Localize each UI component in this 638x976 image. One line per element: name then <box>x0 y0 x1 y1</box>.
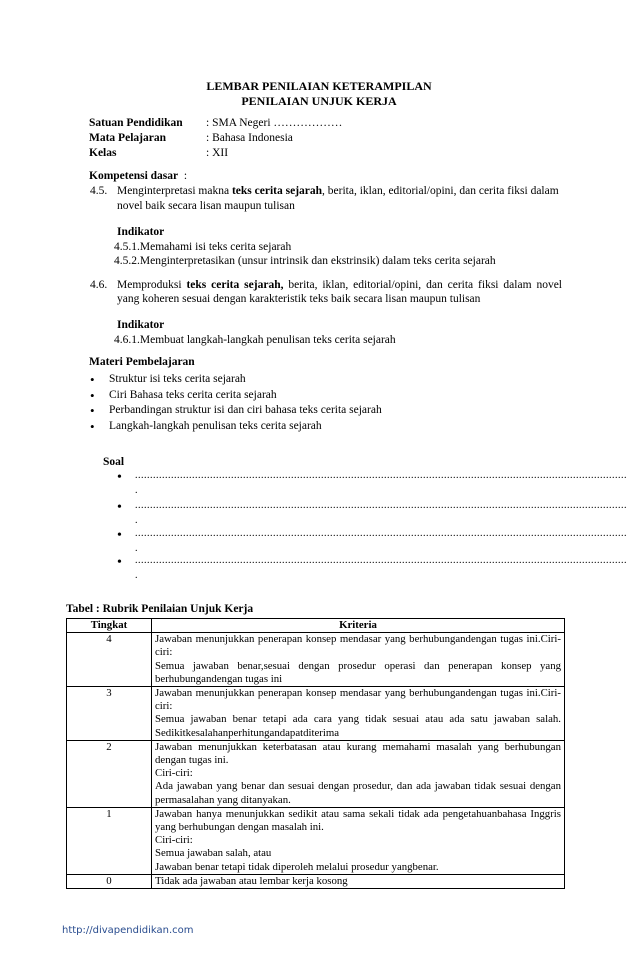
info-row-mapel <box>89 132 559 146</box>
indikator-4-5 <box>114 225 496 269</box>
col-tingkat: Tingkat <box>67 619 152 633</box>
kd-4-6: 4.6. Memproduksi teks cerita sejarah, berita, iklan, editorial/opini, dan cerita fiksi dalam novel <box>90 279 562 291</box>
kriteria-cell <box>152 807 565 874</box>
rubrik-table <box>66 618 565 889</box>
table-row <box>67 874 565 888</box>
tingkat-cell: 2 <box>67 740 152 807</box>
kriteria-line: Jawaban menunjukkan penerapan konsep mendasar yang berhubungandengan tugas ini.Ciri-ciri: <box>155 633 561 659</box>
table-row <box>67 740 565 807</box>
info-row-kelas <box>89 147 559 161</box>
table-row <box>67 687 565 741</box>
tingkat-cell: 4 <box>67 633 152 687</box>
kd-4-6-line2: yang koheren sesuai dengan karakteristik teks baik secara lisan maupun tulisan <box>117 293 481 305</box>
materi-list <box>88 372 558 434</box>
col-kriteria: Kriteria <box>152 619 565 633</box>
indikator-heading: Indikator <box>117 319 165 331</box>
page-title: LEMBAR PENILAIAN KETERAMPILAN <box>206 79 432 93</box>
materi-heading: Materi Pembelajaran <box>89 356 195 368</box>
tingkat-cell: 0 <box>67 874 152 888</box>
info-value: : Bahasa Indonesia <box>206 132 293 144</box>
tingkat-cell: 1 <box>67 807 152 874</box>
kriteria-line: Jawaban menunjukkan penerapan konsep mendasar yang berhubungandengan tugas ini.Ciri-ciri: <box>155 687 561 713</box>
info-row-satuan <box>89 117 559 131</box>
list-item: • Struktur isi teks cerita sejarah <box>88 372 558 388</box>
kriteria-line: Ciri-ciri: <box>155 767 193 780</box>
indikator-item: 4.6.1.Membuat langkah-langkah penulisan teks cerita sejarah <box>114 333 396 346</box>
footer-url: http://divapendidikan.com <box>62 925 194 936</box>
soal-item: • .................................................................................................................................................................... . <box>117 555 627 581</box>
kriteria-line: Tidak ada jawaban atau lembar kerja kosong <box>155 874 348 887</box>
kriteria-cell <box>152 633 565 687</box>
indikator-4-6 <box>114 318 396 347</box>
soal-item: • .................................................................................................................................................................... . <box>117 470 627 496</box>
kriteria-line: Jawaban menunjukkan keterbatasan atau kurang memahami masalah yang berhubungan dengan tugas ini. <box>155 740 561 767</box>
kriteria-cell <box>152 874 565 888</box>
kriteria-cell <box>152 687 565 741</box>
list-item: • Perbandingan struktur isi dan ciri bahasa teks cerita sejarah <box>88 403 558 419</box>
kriteria-line: Jawaban benar tetapi tidak diperoleh melalui prosedur yangbenar. <box>155 860 439 873</box>
indikator-heading: Indikator <box>117 226 165 238</box>
table-row <box>67 807 565 874</box>
tingkat-cell: 3 <box>67 687 152 741</box>
kriteria-line: Semua jawaban salah, atau <box>155 847 272 860</box>
rubrik-caption: Tabel : Rubrik Penilaian Unjuk Kerja <box>66 603 254 615</box>
table-row <box>67 633 565 687</box>
kriteria-line: Ada jawaban yang benar dan sesuai dengan prosedur, dan ada jawaban tidak sesuai dengan permasalahan yang ditanyakan. <box>155 780 561 806</box>
indikator-item: 4.5.2.Menginterpretasikan (unsur intrinsik dan ekstrinsik) dalam teks cerita sejarah <box>114 255 496 268</box>
list-item: • Ciri Bahasa teks cerita cerita sejarah <box>88 388 558 404</box>
table-header-row <box>67 619 565 633</box>
kd-number: 4.5. <box>90 185 108 197</box>
page-subtitle: PENILAIAN UNJUK KERJA <box>241 94 397 108</box>
soal-item: • .................................................................................................................................................................... . <box>117 500 627 526</box>
info-value: : SMA Negeri ……………… <box>206 117 343 129</box>
kriteria-line: Jawaban hanya menunjukkan sedikit atau sama sekali tidak ada pengetahuanbahasa Inggris yang berhubungan dengan masalah ini. <box>155 807 561 834</box>
info-value: : XII <box>206 147 229 159</box>
info-label: Mata Pelajaran <box>89 132 166 144</box>
soal-heading: Soal <box>103 456 125 468</box>
kd-4-5: 4.5. Menginterpretasi makna teks cerita sejarah, berita, iklan, editorial/opini, dan cerita fiksi dalam novel baik secara lisan maupun tulisan <box>90 185 559 212</box>
info-label: Kelas <box>89 147 117 159</box>
info-label: Satuan Pendidikan <box>89 117 183 129</box>
kompetensi-heading: Kompetensi dasar : <box>89 170 188 182</box>
kriteria-line: Ciri-ciri: <box>155 834 193 847</box>
list-item: • Langkah-langkah penulisan teks cerita sejarah <box>88 419 558 435</box>
kriteria-line: Semua jawaban benar,sesuai dengan prosedur operasi dan penerapan konsep yang berhubungandengan tugas ini <box>155 659 561 685</box>
soal-item: • .................................................................................................................................................................... . <box>117 528 627 554</box>
indikator-item: 4.5.1.Memahami isi teks cerita sejarah <box>114 240 292 253</box>
kriteria-cell <box>152 740 565 807</box>
kd-number: 4.6. <box>90 279 108 291</box>
kriteria-line: Semua jawaban benar tetapi ada cara yang tidak sesuai atau ada satu jawaban salah. Sedikitkesalahanperhitungandapatditerima <box>155 713 561 739</box>
